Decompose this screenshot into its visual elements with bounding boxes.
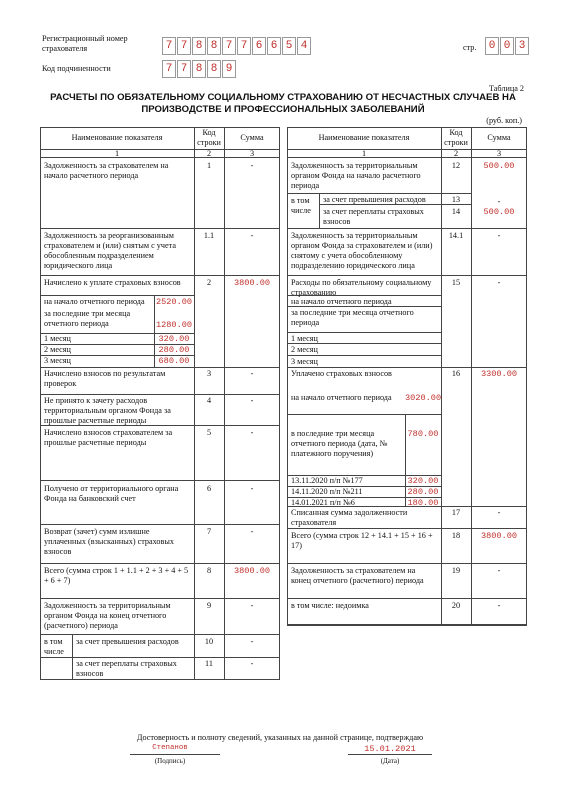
row-2-m3-label: 3 месяц (44, 356, 71, 365)
row-14-1-sum: - (497, 231, 501, 240)
row-18-label: Всего (сумма строк 12 + 14.1 + 15 + 16 + 17) (291, 531, 433, 550)
signature: Степанов (152, 744, 188, 752)
row-17-sum: - (497, 508, 501, 517)
row-2-code: 2 (206, 278, 212, 287)
row-12-label: Задолженность за территориальным органом Фонда на начало расчетного периода (291, 161, 421, 190)
page-label: стр. (463, 43, 477, 52)
left-col-code-header: Код строки (197, 128, 221, 147)
row-1-1-label: Задолженность за реорганизованным страхователем и (или) снятым с учета обособленным подразделением юридического лица (44, 231, 176, 270)
row-19-label: Задолженность за страхователем на конец отчетного (расчетного) периода (291, 566, 424, 585)
row-5-code: 5 (206, 428, 212, 437)
subordination-code-digit[interactable]: 8 (192, 60, 206, 78)
row-17-label: Списанная сумма задолженности страхователя (291, 508, 408, 527)
row-11-code: 11 (205, 659, 213, 668)
row-2-last3-label: за последние три месяца отчетного периода (44, 309, 131, 328)
row-2-last3-value[interactable]: 1280.00 (155, 320, 193, 330)
reg-number-digit[interactable]: 6 (267, 37, 281, 55)
row-2-m2-value[interactable]: 280.00 (158, 345, 190, 355)
row-2-m2-label: 2 месяц (44, 345, 71, 354)
reg-number-digit[interactable]: 7 (222, 37, 236, 55)
row-3-code: 3 (206, 369, 212, 378)
row-6-sum: - (250, 484, 254, 493)
row-15-start-label: на начало отчетного периода (291, 297, 392, 306)
reg-number-digit[interactable]: 8 (207, 37, 221, 55)
row-16-label: Уплачено страховых взносов (291, 369, 392, 378)
signature-date: 15.01.2021 (364, 744, 416, 754)
row-12-sum[interactable]: 500.00 (483, 161, 515, 171)
row-3-label: Начислено взносов по результатам проверок (44, 369, 166, 388)
row-7-sum: - (250, 527, 254, 536)
page-number-digit[interactable]: 3 (515, 37, 529, 55)
subordination-code-digit[interactable]: 8 (207, 60, 221, 78)
row-1-1-code: 1.1 (203, 231, 215, 240)
row-14-1-label: Задолженность за территориальным органом Фонда за страхователем и (или) снятому с учета обособленному подразделению юридического лица (291, 231, 433, 270)
row-15-m3-label: 3 месяц (291, 357, 318, 366)
row-12-code: 12 (451, 161, 461, 170)
row-10-label: за счет превышения расходов (76, 637, 179, 646)
row-2-m3-value[interactable]: 680.00 (158, 356, 190, 366)
left-col-index-2: 2 (206, 149, 212, 158)
row-4-label: Не принято к зачету расходов территориальным органом Фонда за прошлые расчетные периоды (44, 396, 171, 425)
row-3-sum: - (250, 369, 254, 378)
page-number-digit[interactable]: 0 (485, 37, 499, 55)
row-18-sum[interactable]: 3800.00 (480, 531, 518, 541)
row-13-sum: - (497, 197, 501, 206)
subordination-code-digit[interactable]: 9 (222, 60, 236, 78)
row-16-payment-3-value[interactable]: 180.00 (407, 498, 439, 508)
row-4-code: 4 (206, 396, 212, 405)
subordination-code-digit[interactable]: 7 (162, 60, 176, 78)
row-13-code: 13 (451, 195, 461, 204)
right-col-code-header: Код строки (444, 128, 468, 147)
row-16-code: 16 (451, 369, 461, 378)
row-4-sum: - (250, 396, 254, 405)
row-14-code: 14 (451, 207, 461, 216)
row-8-label: Всего (сумма строк 1 + 1.1 + 2 + 3 + 4 + 5 + 6 + 7) (44, 566, 189, 585)
row-2-m1-label: 1 месяц (44, 334, 71, 343)
unit-label: (руб. коп.) (486, 116, 522, 125)
row-13-label: за счет превышения расходов (323, 195, 426, 204)
row-10-prefix: в том числе (44, 637, 64, 656)
row-11-label: за счет переплаты страховых взносов (76, 659, 177, 678)
row-1-code: 1 (206, 161, 212, 170)
row-2-sum[interactable]: 3800.00 (233, 278, 271, 288)
reg-number-digit[interactable]: 7 (237, 37, 251, 55)
row-16-last3-label: в последние три месяца отчетного периода (дата, № платежного поручения) (291, 429, 388, 458)
row-16-payment-1-label: 13.11.2020 п/п №177 (291, 476, 363, 485)
row-19-sum: - (497, 566, 501, 575)
date-caption: (Дата) (380, 757, 400, 765)
row-20-sum: - (497, 601, 501, 610)
row-5-label: Начислено взносов страхователем за прошлые расчетные периоды (44, 428, 173, 447)
row-19-code: 19 (451, 566, 461, 575)
row-20-code: 20 (451, 601, 461, 610)
reg-number-digit[interactable]: 4 (297, 37, 311, 55)
row-7-label: Возврат (зачет) сумм излишне уплаченных (взысканных) страховых взносов (44, 527, 174, 556)
row-15-label: Расходы по обязательному социальному страхованию (291, 278, 432, 297)
reg-number-digit[interactable]: 7 (162, 37, 176, 55)
row-8-code: 8 (206, 566, 212, 575)
row-1-label: Задолженность за страхователем на начало расчетного периода (44, 161, 169, 180)
row-14-sum[interactable]: 500.00 (483, 207, 515, 217)
row-11-sum: - (250, 659, 254, 668)
row-16-payment-1-value[interactable]: 320.00 (407, 476, 439, 486)
right-col-name-header: Наименование показателя (318, 133, 410, 142)
row-18-code: 18 (451, 531, 461, 540)
row-8-sum[interactable]: 3800.00 (233, 566, 271, 576)
signature-caption: (Подпись) (154, 757, 186, 765)
row-15-m2-label: 2 месяц (291, 345, 318, 354)
row-9-label: Задолженность за территориальным органом Фонда на конец отчетного (расчетного) периода (44, 601, 171, 630)
row-10-sum: - (250, 637, 254, 646)
row-16-payment-3-label: 14.01.2021 п/п №6 (291, 498, 355, 507)
subordination-label: Код подчиненности (42, 64, 111, 73)
right-col-index-3: 3 (496, 149, 502, 158)
row-7-code: 7 (206, 527, 212, 536)
subordination-code-digit[interactable]: 7 (177, 60, 191, 78)
right-col-index-2: 2 (453, 149, 459, 158)
row-6-code: 6 (206, 484, 212, 493)
reg-number-digit[interactable]: 5 (282, 37, 296, 55)
page-number-digit[interactable]: 0 (500, 37, 514, 55)
right-col-index-1: 1 (361, 149, 367, 158)
left-col-index-3: 3 (249, 149, 255, 158)
row-14-label: за счет переплаты страховых взносов (323, 207, 424, 226)
row-6-label: Получено от территориального органа Фонда на банковский счет (44, 484, 179, 503)
row-13-prefix: в том числе (291, 196, 311, 215)
row-2-m1-value[interactable]: 320.00 (158, 334, 190, 344)
row-9-sum: - (250, 601, 254, 610)
reg-number-label: Регистрационный номер страхователя (42, 34, 128, 53)
page-title: РАСЧЕТЫ ПО ОБЯЗАТЕЛЬНОМУ СОЦИАЛЬНОМУ СТРАХОВАНИЮ ОТ НЕСЧАСТНЫХ СЛУЧАЕВ НА ПРОИЗВОДСТВЕ И ПРОФЕССИОНАЛЬНЫХ ЗАБОЛЕВАНИЙ (50, 92, 516, 115)
row-5-sum: - (250, 428, 254, 437)
row-2-label: Начислено к уплате страховых взносов (44, 278, 181, 287)
row-16-start-value[interactable]: 3020.00 (405, 393, 442, 403)
row-17-code: 17 (451, 508, 461, 517)
row-16-last3-value[interactable]: 780.00 (407, 429, 439, 439)
confirmation-text: Достоверность и полноту сведений, указанных на данной странице, подтверждаю (136, 733, 424, 742)
row-9-code: 9 (206, 601, 212, 610)
row-1-1-sum: - (250, 231, 254, 240)
row-16-payment-2-value[interactable]: 280.00 (407, 487, 439, 497)
left-col-sum-header: Сумма (240, 133, 264, 142)
row-16-payment-2-label: 14.11.2020 п/п №211 (291, 487, 363, 496)
row-15-code: 15 (451, 278, 461, 287)
row-15-last3-label: за последние три месяца отчетного периода (291, 308, 414, 327)
row-15-m1-label: 1 месяц (291, 334, 318, 343)
row-2-start-value[interactable]: 2520.00 (155, 297, 193, 307)
reg-number-digit[interactable]: 8 (192, 37, 206, 55)
right-col-sum-header: Сумма (487, 133, 511, 142)
row-2-start-label: на начало отчетного периода (44, 297, 145, 306)
left-col-index-1: 1 (114, 149, 120, 158)
table-number: Таблица 2 (488, 84, 524, 93)
row-14-1-code: 14.1 (448, 231, 464, 240)
reg-number-digit[interactable]: 6 (252, 37, 266, 55)
reg-number-digit[interactable]: 7 (177, 37, 191, 55)
row-15-sum: - (497, 278, 501, 287)
row-1-sum: - (250, 161, 254, 170)
row-10-code: 10 (204, 637, 214, 646)
row-20-label: в том числе: недоимка (291, 601, 369, 610)
left-col-name-header: Наименование показателя (71, 133, 163, 142)
row-16-sum[interactable]: 3300.00 (480, 369, 518, 379)
row-16-start-label: на начало отчетного периода (291, 393, 392, 402)
